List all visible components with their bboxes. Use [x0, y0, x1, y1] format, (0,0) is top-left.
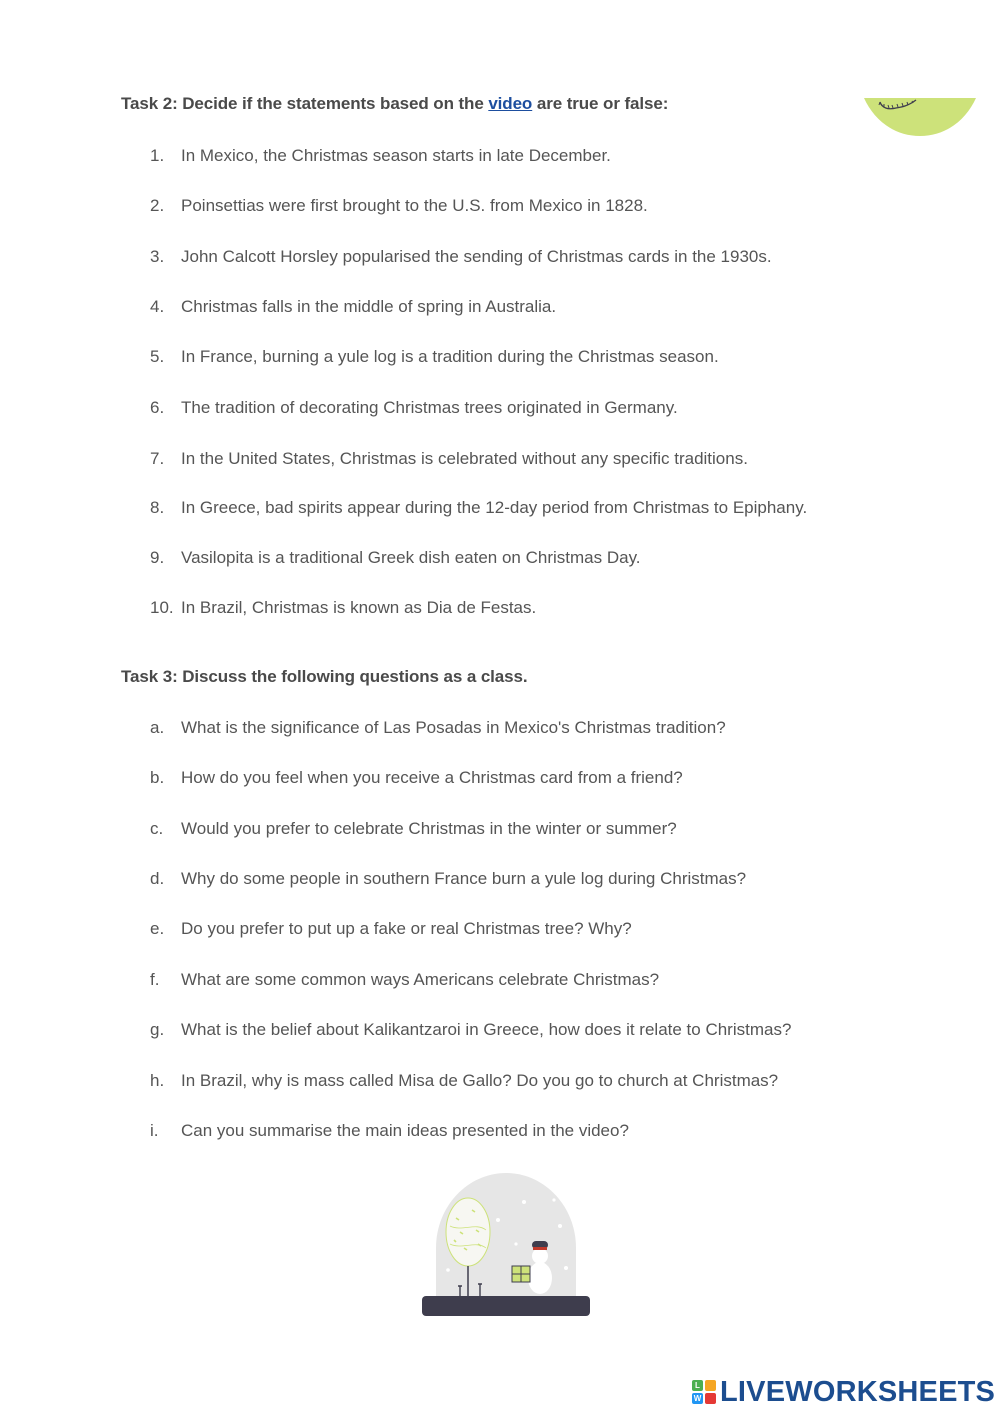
item-number: 4. [150, 297, 165, 316]
item-text: In France, burning a yule log is a tradition during the Christmas season. [181, 347, 719, 366]
item-letter: h. [150, 1071, 165, 1090]
item-text: The tradition of decorating Christmas trees originated in Germany. [181, 398, 678, 417]
item-letter: b. [150, 768, 165, 787]
video-link[interactable]: video [488, 94, 533, 113]
item-letter: f. [150, 970, 160, 989]
item-number: 6. [150, 398, 165, 417]
item-letter: e. [150, 919, 165, 938]
mark-tile [705, 1393, 716, 1404]
statement-item [150, 598, 536, 618]
item-text: Poinsettias were first brought to the U.S. from Mexico in 1828. [181, 196, 648, 215]
question-item [150, 768, 683, 788]
item-text: John Calcott Horsley popularised the sending of Christmas cards in the 1930s. [181, 247, 772, 266]
item-text: What is the belief about Kalikantzaroi in Greece, how does it relate to Christmas? [181, 1020, 792, 1039]
item-text: Why do some people in southern France burn a yule log during Christmas? [181, 869, 747, 888]
item-text: How do you feel when you receive a Christmas card from a friend? [181, 768, 683, 787]
question-item [150, 819, 677, 839]
statement-item [150, 398, 678, 418]
item-text: Vasilopita is a traditional Greek dish eaten on Christmas Day. [181, 548, 641, 567]
task-3-heading: Task 3: Discuss the following questions as a class. [121, 667, 528, 686]
item-text: Would you prefer to celebrate Christmas in the winter or summer? [181, 819, 677, 838]
item-number: 7. [150, 449, 165, 468]
statement-item [150, 347, 719, 367]
item-text: Can you summarise the main ideas presented in the video? [181, 1121, 629, 1140]
task-2-heading [121, 94, 668, 114]
item-number: 8. [150, 498, 165, 517]
statement-item [150, 498, 807, 518]
question-item [150, 1020, 791, 1040]
item-letter: a. [150, 718, 165, 737]
question-item [150, 1121, 629, 1141]
question-item [150, 869, 746, 889]
question-item [150, 1071, 778, 1091]
liveworksheets-mark-icon [692, 1380, 716, 1404]
task-2-heading-suffix: are true or false: [532, 94, 669, 113]
item-text: What are some common ways Americans celebrate Christmas? [181, 970, 660, 989]
liveworksheets-logo [692, 1374, 995, 1410]
statement-item [150, 297, 556, 317]
item-number: 10. [150, 598, 174, 617]
liveworksheets-wordmark: LIVEWORKSHEETS [720, 1375, 996, 1408]
item-text: What is the significance of Las Posadas in Mexico's Christmas tradition? [181, 718, 726, 737]
statement-item [150, 196, 648, 216]
item-letter: g. [150, 1020, 165, 1039]
statement-item [150, 449, 748, 469]
task-2-heading-text: Task 2: Decide if the statements based on the [121, 94, 489, 113]
question-item [150, 919, 632, 939]
item-number: 1. [150, 146, 165, 165]
question-item [150, 718, 726, 738]
item-number: 5. [150, 347, 165, 366]
item-text: Christmas falls in the middle of spring in Australia. [181, 297, 557, 316]
item-text: In Mexico, the Christmas season starts in late December. [181, 146, 611, 165]
mark-tile: W [693, 1394, 702, 1403]
statement-item [150, 548, 641, 568]
item-text: In the United States, Christmas is celebrated without any specific traditions. [181, 449, 748, 468]
item-number: 3. [150, 247, 165, 266]
item-text: Do you prefer to put up a fake or real Christmas tree? Why? [181, 919, 632, 938]
item-number: 2. [150, 196, 165, 215]
snow-globe-illustration [420, 1170, 592, 1320]
statement-item [150, 146, 611, 166]
item-letter: d. [150, 869, 165, 888]
mark-tile [705, 1380, 716, 1391]
item-letter: c. [150, 819, 164, 838]
item-text: In Greece, bad spirits appear during the 12-day period from Christmas to Epiphany. [181, 498, 808, 517]
item-text: In Brazil, why is mass called Misa de Gallo? Do you go to church at Christmas? [181, 1071, 779, 1090]
question-item [150, 970, 659, 990]
item-letter: i. [150, 1121, 159, 1140]
item-text: In Brazil, Christmas is known as Dia de Festas. [181, 598, 537, 617]
item-number: 9. [150, 548, 165, 567]
corner-decoration-icon [862, 98, 978, 138]
statement-item [150, 247, 772, 267]
mark-tile: L [692, 1380, 703, 1391]
